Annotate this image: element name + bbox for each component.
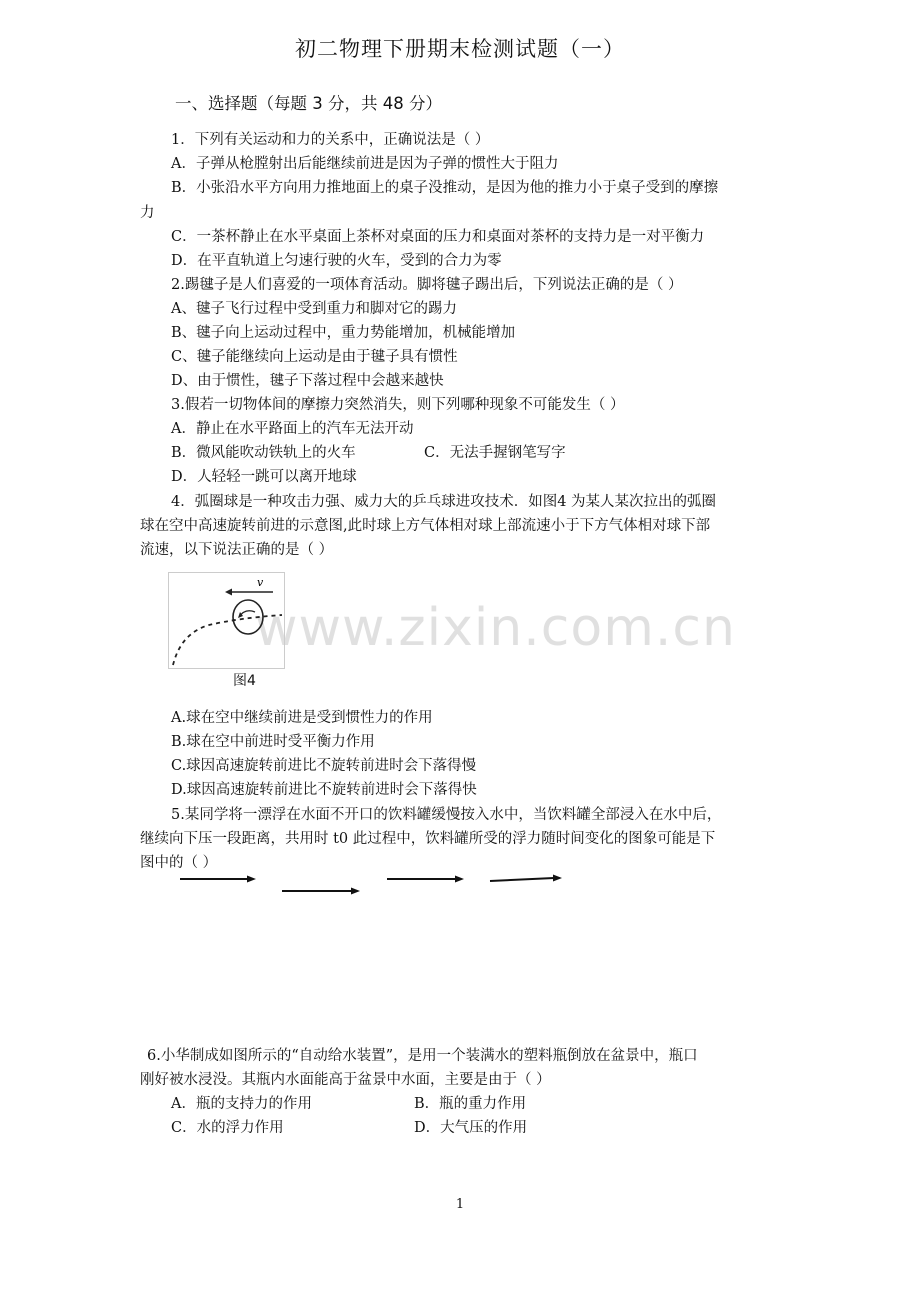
q6-option-b: B．瓶的重力作用 xyxy=(414,1096,527,1112)
page-number: 1 xyxy=(455,1197,465,1212)
q5-stem-1: 5.某同学将一漂浮在水面不开口的饮料罐缓慢按入水中，当饮料罐全部浸入在水中后， xyxy=(171,807,722,823)
watermark: www.zixin.com.cn xyxy=(255,598,736,658)
q6-stem-2: 刚好被水浸没。其瓶内水面能高于盆景中水面，主要是由于（ ） xyxy=(140,1072,551,1088)
q5-graph-d-arrow xyxy=(490,875,562,882)
q2-option-c: C、毽子能继续向上运动是由于毽子具有惯性 xyxy=(171,349,458,365)
q4-stem-3: 流速，以下说法正确的是（ ） xyxy=(140,542,334,558)
section-heading: 一、选择题（每题 3 分，共 48 分） xyxy=(175,94,442,113)
q1-option-c: C．一茶杯静止在水平桌面上茶杯对桌面的压力和桌面对茶杯的支持力是一对平衡力 xyxy=(171,229,705,245)
trajectory-dashed xyxy=(173,615,282,665)
q3-option-c: C．无法手握钢笔写字 xyxy=(424,445,566,461)
q3-option-b: B．微风能吹动铁轨上的火车 xyxy=(171,445,356,461)
q3-stem: 3.假若一切物体间的摩擦力突然消失，则下列哪种现象不可能发生（ ） xyxy=(171,397,625,413)
q5-stem-2: 继续向下压一段距离，共用时 t0 此过程中，饮料罐所受的浮力随时间变化的图象可能是下 xyxy=(140,831,716,847)
q3-option-a: A．静止在水平路面上的汽车无法开动 xyxy=(171,421,414,437)
q6-option-d: D．大气压的作用 xyxy=(414,1120,528,1136)
q4-option-b: B.球在空中前进时受平衡力作用 xyxy=(171,734,375,750)
figure-4-caption: 图4 xyxy=(233,673,256,689)
q2-option-d: D、由于惯性，毽子下落过程中会越来越快 xyxy=(171,373,444,389)
q5-graph-b-arrow xyxy=(282,888,360,895)
q1-option-d: D．在平直轨道上匀速行驶的火车，受到的合力为零 xyxy=(171,253,502,269)
q2-stem: 2.踢毽子是人们喜爱的一项体育活动。脚将毽子踢出后，下列说法正确的是（ ） xyxy=(171,277,683,293)
page-title: 初二物理下册期末检测试题（一） xyxy=(295,37,625,61)
spinning-ball-diagram xyxy=(169,573,284,668)
velocity-label: v xyxy=(257,576,264,589)
q1-option-b: B．小张沿水平方向用力推地面上的桌子没推动，是因为他的推力小于桌子受到的摩擦 xyxy=(171,180,719,196)
figure-4-spinning-ball xyxy=(168,572,285,669)
q5-stem-3: 图中的（ ） xyxy=(140,855,218,871)
q2-option-a: A、毽子飞行过程中受到重力和脚对它的踢力 xyxy=(171,301,457,317)
velocity-arrowhead xyxy=(225,589,232,596)
q6-stem-1: 6.小华制成如图所示的“自动给水装置”，是用一个装满水的塑料瓶倒放在盆景中，瓶口 xyxy=(147,1048,698,1064)
q5-graph-a-arrow xyxy=(180,876,256,883)
q6-option-a: A．瓶的支持力的作用 xyxy=(171,1096,312,1112)
q5-graph-c-arrow xyxy=(387,876,464,883)
q4-stem-1: 4．弧圈球是一种攻击力强、威力大的乒乓球进攻技术．如图4 为某人某次拉出的弧圈 xyxy=(171,494,717,510)
q4-option-a: A.球在空中继续前进是受到惯性力的作用 xyxy=(171,710,433,726)
q4-option-c: C.球因高速旋转前进比不旋转前进时会下落得慢 xyxy=(171,758,477,774)
q4-option-d: D.球因高速旋转前进比不旋转前进时会下落得快 xyxy=(171,782,477,798)
q6-option-c: C．水的浮力作用 xyxy=(171,1120,284,1136)
q1-option-b-cont: 力 xyxy=(140,205,155,221)
q1-option-a: A．子弹从枪膛射出后能继续前进是因为子弹的惯性大于阻力 xyxy=(171,156,559,172)
q1-stem: 1．下列有关运动和力的关系中，正确说法是（ ） xyxy=(171,132,490,148)
q2-option-b: B、毽子向上运动过程中，重力势能增加，机械能增加 xyxy=(171,325,516,341)
q4-stem-2: 球在空中高速旋转前进的示意图,此时球上方气体相对球上部流速小于下方气体相对球下部 xyxy=(140,518,711,534)
q5-graph-placeholders xyxy=(178,870,568,900)
q3-option-d: D．人轻轻一跳可以离开地球 xyxy=(171,469,357,485)
